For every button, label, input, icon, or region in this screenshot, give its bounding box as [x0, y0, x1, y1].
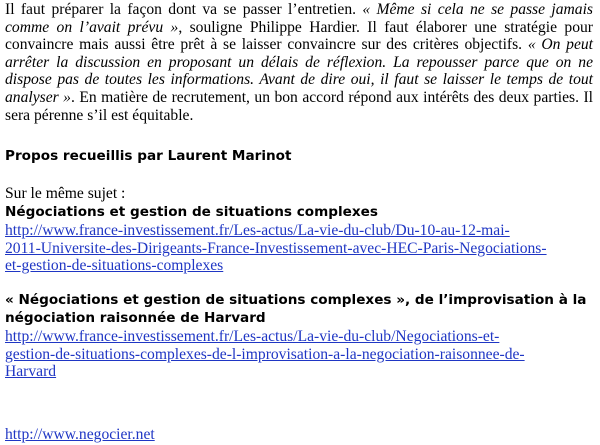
quote-1: « Même si cela ne se passe jamais comme on l’avait prévu »	[5, 1, 593, 36]
related-link-2[interactable]	[5, 328, 525, 380]
related-title-2	[5, 292, 593, 327]
related-title-1: Négociations et gestion de situations complexes	[5, 204, 378, 220]
article-paragraph	[5, 1, 593, 124]
related-link-1-line-2: 2011-Universite-des-Dirigeants-France-Investissement-avec-HEC-Paris-Negociations-	[5, 239, 547, 257]
related-link-2-line-3: Harvard	[5, 363, 57, 381]
related-link-1-wrapper	[5, 222, 593, 275]
paragraph-text-3: . En matière de recrutement, un bon accord répond aux intérêts des deux parties. Il sera pérenne s’il est équitable.	[5, 88, 593, 124]
paragraph-text-2: , souligne Philippe Hardier. Il faut élaborer une stratégie pour convaincre mais aussi être prêt à se laisser convaincre sur des critères objectifs.	[5, 18, 593, 54]
related-title-2-line-2: négociation raisonnée de Harvard	[5, 309, 266, 326]
paragraph-text-1: Il faut préparer la façon dont va se passer l’entretien.	[5, 1, 363, 18]
quote-2: « On peut arrêter la discussion en proposant un délais de réflexion. La repousser parce que on ne dispose pas de toutes les informations. Avant de dire oui, il faut se laisser le temps de tout analyser »	[5, 36, 594, 106]
related-link-1-line-1: http://www.france-investissement.fr/Les-actus/La-vie-du-club/Du-10-au-12-mai-	[5, 222, 510, 239]
related-link-1-line-3: et-gestion-de-situations-complexes	[5, 257, 224, 275]
related-link-2-line-1: http://www.france-investissement.fr/Les-actus/La-vie-du-club/Negociations-et-	[5, 328, 500, 345]
related-intro: Sur le même sujet :	[5, 185, 126, 202]
credit-line: Propos recueillis par Laurent Marinot	[5, 148, 292, 164]
related-link-2-wrapper	[5, 328, 593, 381]
related-link-1[interactable]	[5, 222, 547, 274]
related-link-2-line-2: gestion-de-situations-complexes-de-l-improvisation-a-la-negociation-raisonnee-de-	[5, 345, 525, 363]
footer-link-wrapper	[5, 426, 593, 444]
related-title-2-line-1: « Négociations et gestion de situations complexes », de l’improvisation à la	[5, 292, 587, 308]
footer-link[interactable]: http://www.negocier.net	[5, 426, 155, 443]
